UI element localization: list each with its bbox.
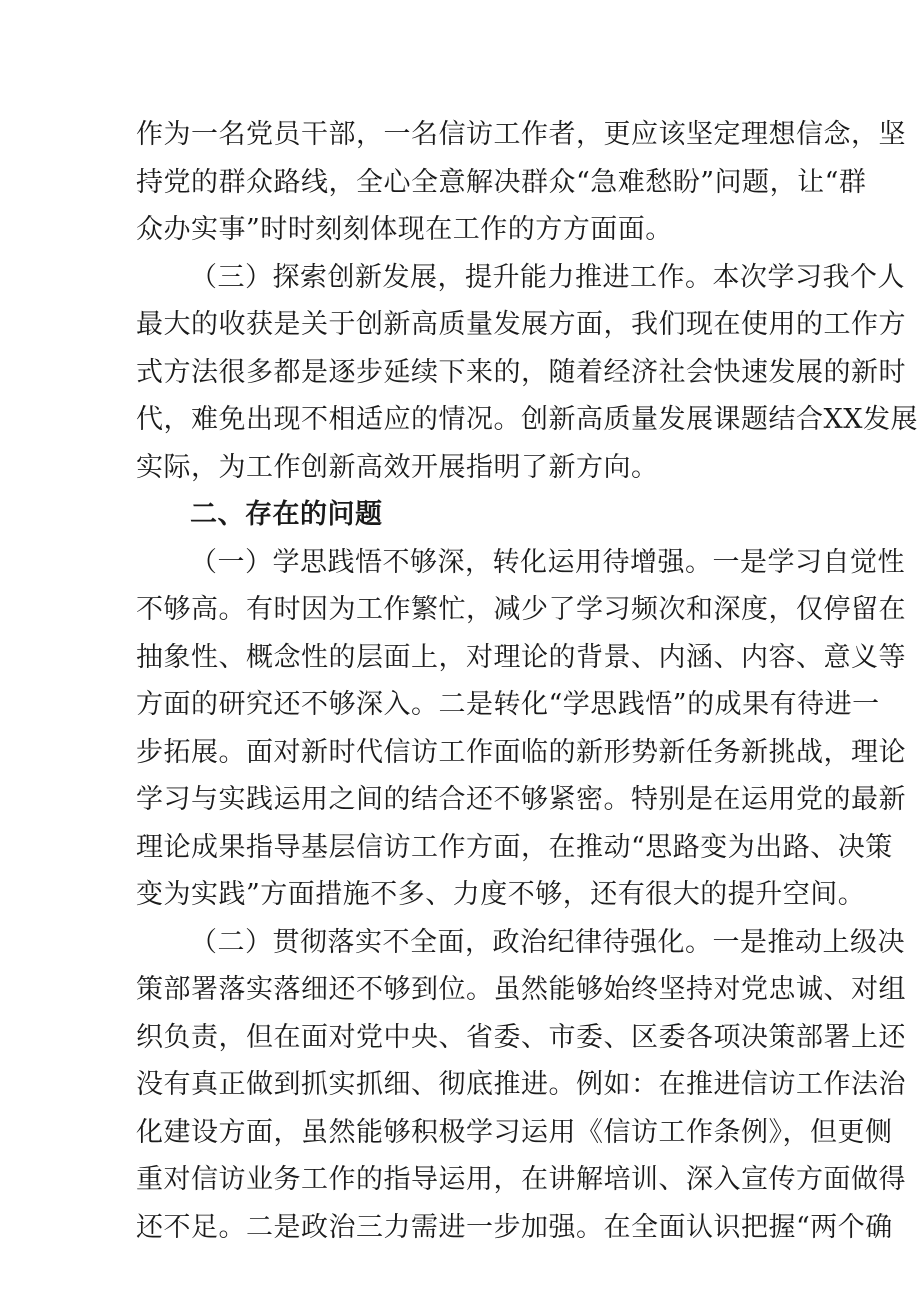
paragraph-line: 学习与实践运用之间的结合还不够紧密。特别是在运用党的最新 bbox=[136, 784, 906, 815]
paragraph-line: 最大的收获是关于创新高质量发展方面，我们现在使用的工作方 bbox=[136, 309, 906, 340]
paragraph-line: 步拓展。面对新时代信访工作面临的新形势新任务新挑战，理论 bbox=[136, 737, 906, 768]
paragraph-line: 众办实事”时时刻刻体现在工作的方方面面。 bbox=[136, 214, 673, 245]
paragraph-line: （三）探索创新发展，提升能力推进工作。本次学习我个人 bbox=[190, 262, 905, 293]
section-heading: 二、存在的问题 bbox=[190, 499, 383, 530]
paragraph-line: 代，难免出现不相适应的情况。创新高质量发展课题结合XX发展 bbox=[136, 404, 918, 435]
paragraph-line: 实际，为工作创新高效开展指明了新方向。 bbox=[136, 452, 659, 483]
paragraph-line: 作为一名党员干部，一名信访工作者，更应该坚定理想信念，坚 bbox=[136, 119, 906, 150]
paragraph-line: （一）学思践悟不够深，转化运用待增强。一是学习自觉性 bbox=[190, 547, 905, 578]
paragraph-line: 策部署落实落细还不够到位。虽然能够始终坚持对党忠诚、对组 bbox=[136, 974, 906, 1005]
paragraph-line: 理论成果指导基层信访工作方面，在推动“思路变为出路、决策 bbox=[136, 832, 893, 863]
paragraph-line: 化建设方面，虽然能够积极学习运用《信访工作条例》，但更侧 bbox=[136, 1117, 893, 1148]
paragraph-line: 还不足。二是政治三力需进一步加强。在全面认识把握“两个确 bbox=[136, 1212, 893, 1243]
paragraph-line: 变为实践”方面措施不多、力度不够，还有很大的提升空间。 bbox=[136, 879, 866, 910]
paragraph-line: 持党的群众路线，全心全意解决群众“急难愁盼”问题，让“群 bbox=[136, 167, 867, 198]
paragraph-line: （二）贯彻落实不全面，政治纪律待强化。一是推动上级决 bbox=[190, 927, 905, 958]
paragraph-line: 重对信访业务工作的指导运用，在讲解培训、深入宣传方面做得 bbox=[136, 1164, 906, 1195]
paragraph-line: 式方法很多都是逐步延续下来的，随着经济社会快速发展的新时 bbox=[136, 357, 906, 388]
paragraph-line: 没有真正做到抓实抓细、彻底推进。例如：在推进信访工作法治 bbox=[136, 1069, 906, 1100]
paragraph-line: 方面的研究还不够深入。二是转化“学思践悟”的成果有待进一 bbox=[136, 689, 880, 720]
paragraph-line: 织负责，但在面对党中央、省委、市委、区委各项决策部署上还 bbox=[136, 1022, 906, 1053]
paragraph-line: 抽象性、概念性的层面上，对理论的背景、内涵、内容、意义等 bbox=[136, 642, 906, 673]
paragraph-line: 不够高。有时因为工作繁忙，减少了学习频次和深度，仅停留在 bbox=[136, 594, 906, 625]
